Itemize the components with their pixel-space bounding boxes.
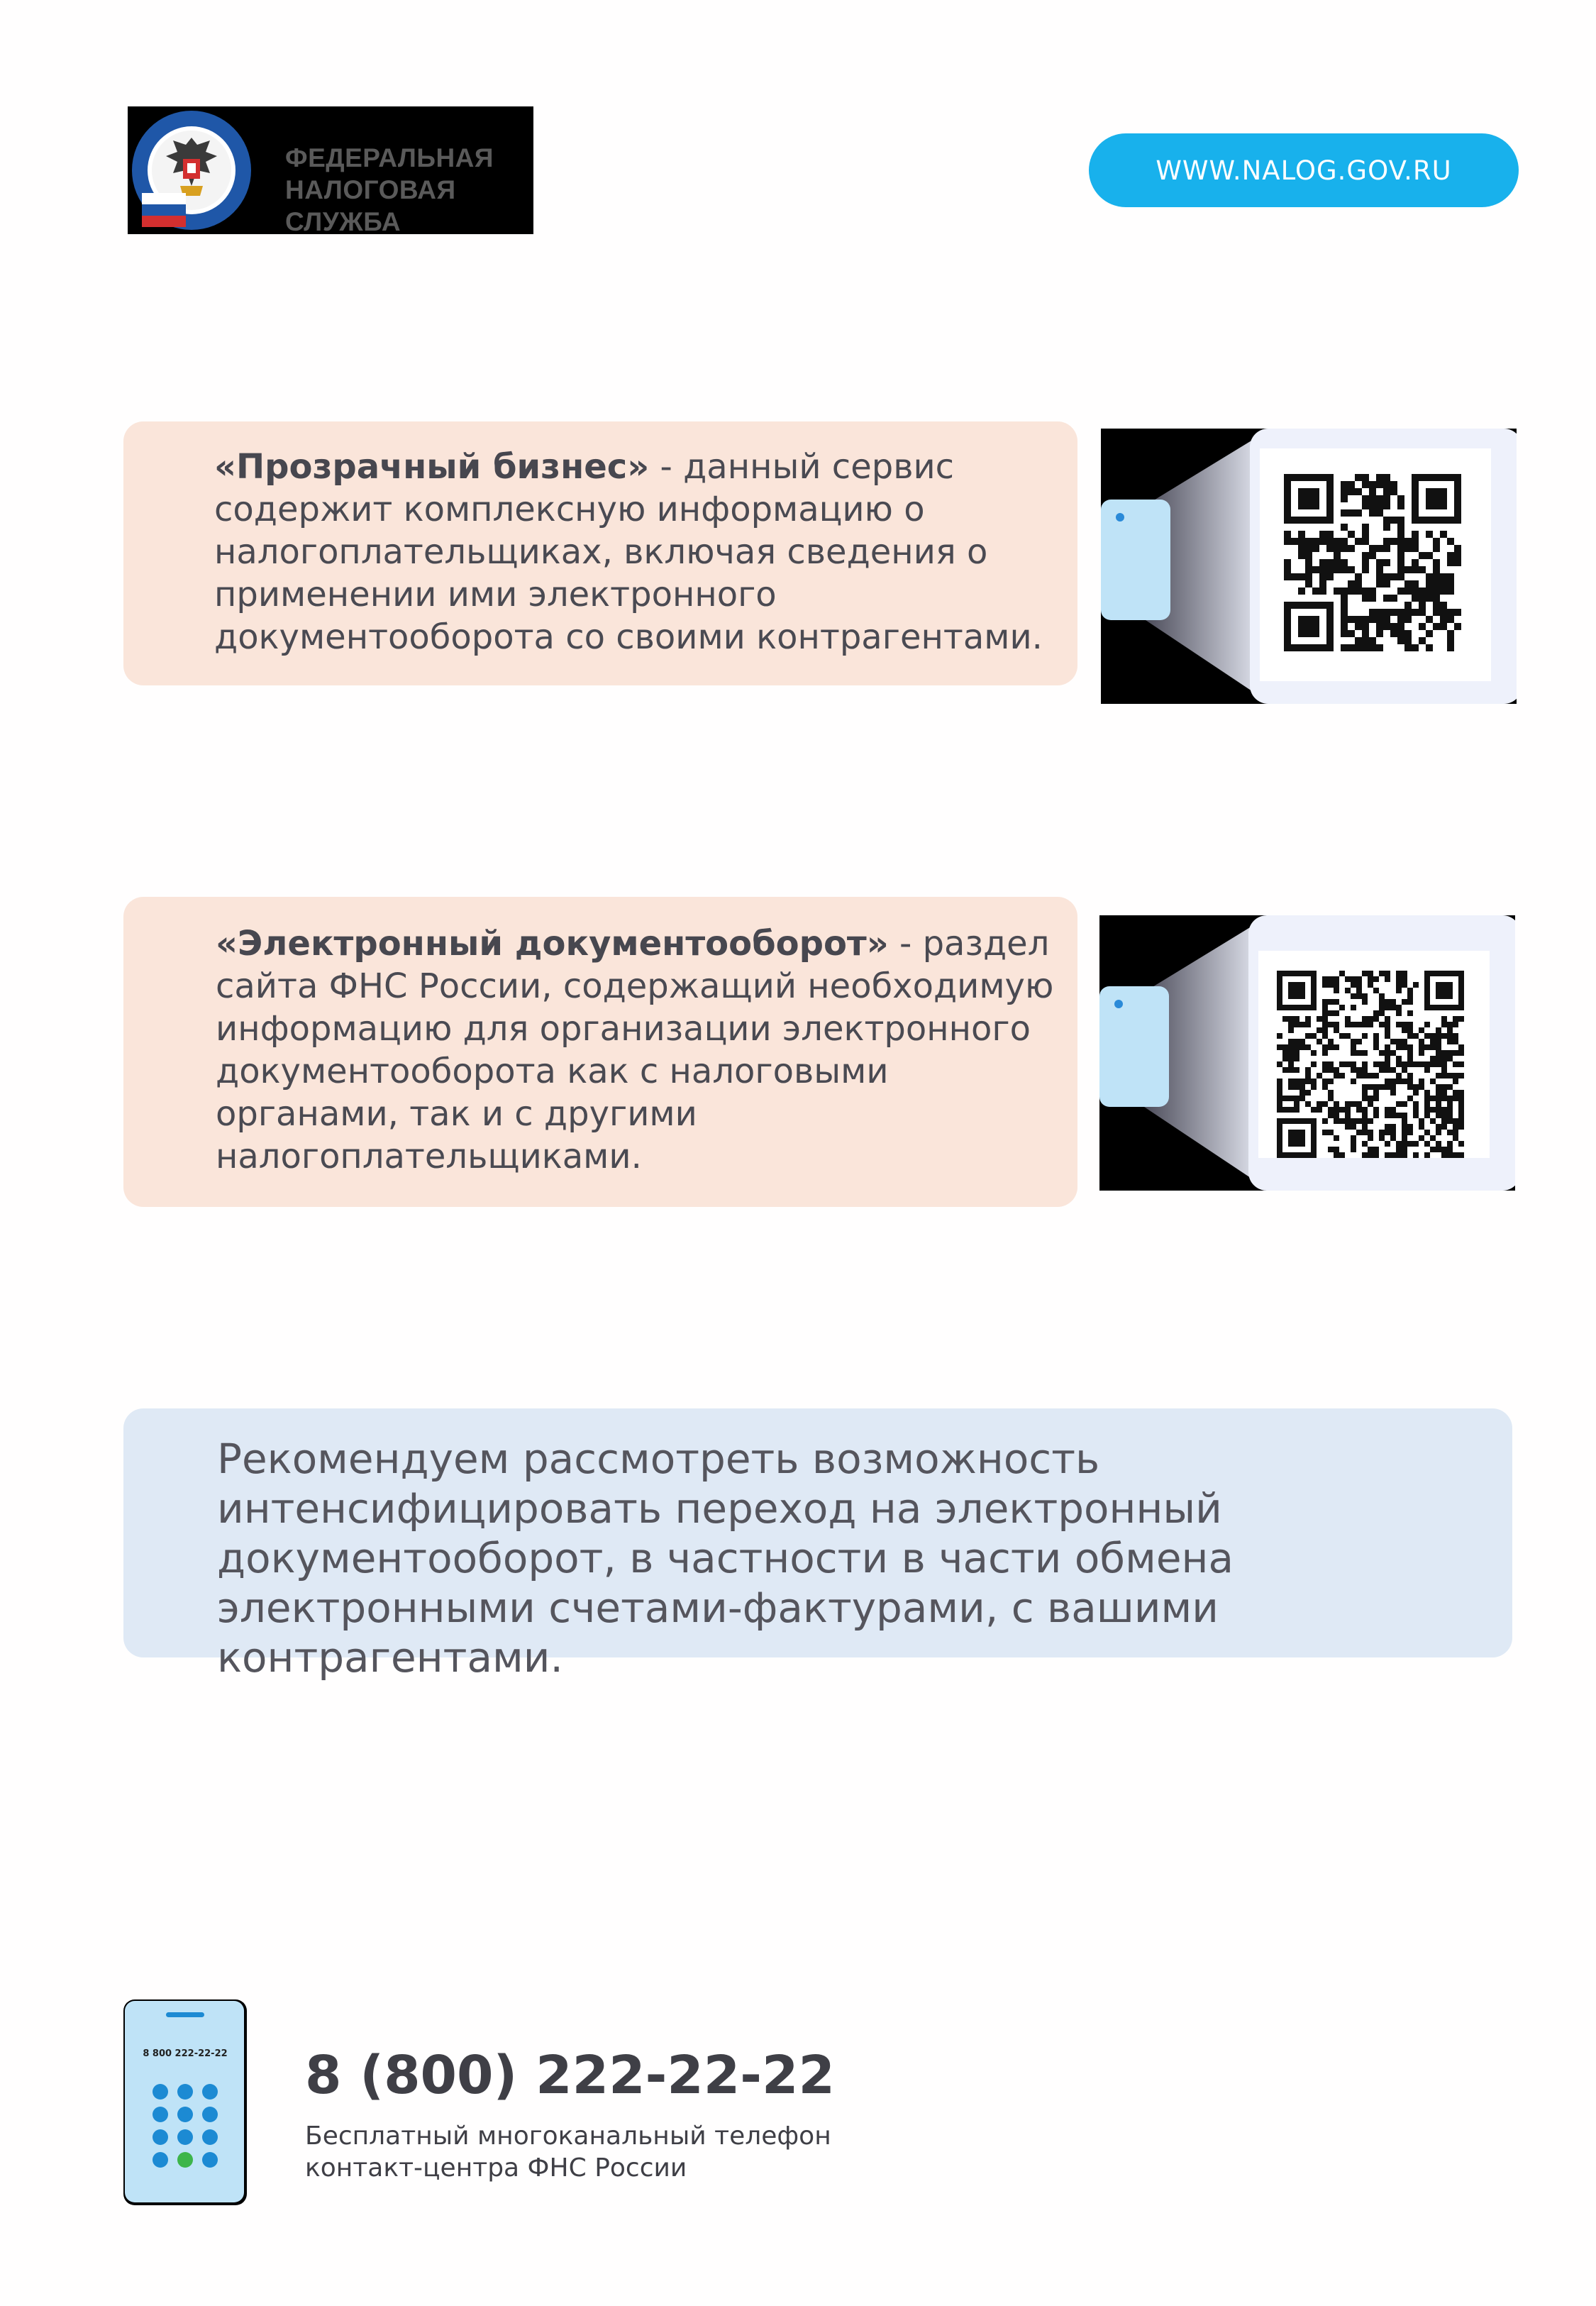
- website-link-button[interactable]: WWW.NALOG.GOV.RU: [1089, 133, 1519, 207]
- mobile-phone-icon: [123, 1999, 247, 2205]
- fns-emblem-icon: [131, 109, 253, 231]
- org-name: [285, 142, 533, 238]
- org-name-line1: ФЕДЕРАЛЬНАЯ: [285, 143, 494, 172]
- recommendation-box: [123, 1408, 1512, 1682]
- card-text: [214, 446, 1065, 658]
- phone-scan-icon: [1101, 429, 1517, 704]
- hotline-description: [305, 2120, 872, 2184]
- phone-scan-icon: [1099, 915, 1515, 1191]
- card-description: - данный сервис содержит комплексную информацию о налогоплательщиках, включая сведения о применении ими электронного документооборота со своими контрагентами.: [214, 447, 1043, 657]
- recommendation-text: Рекомендуем рассмотреть возможность интенсифицировать переход на электронный документооборот, в частности в части обмена электронными счетами-фактурами, с вашими контрагентами.: [217, 1435, 1234, 1682]
- org-name-line2: НАЛОГОВАЯ СЛУЖБА: [285, 175, 456, 236]
- hotline-description-line2: контакт-центра ФНС России: [305, 2153, 687, 2183]
- card-text: [216, 922, 1074, 1178]
- card-title: «Электронный документооборот»: [216, 924, 889, 964]
- card-title: «Прозрачный бизнес»: [214, 447, 650, 487]
- hotline-description-line1: Бесплатный многоканальный телефон: [305, 2122, 831, 2151]
- card-description: - раздел сайта ФНС России, содержащий необходимую информацию для организации электронного документооборота как с налоговыми органами, так и с другими налогоплательщиками.: [216, 924, 1054, 1176]
- info-card-edo: [123, 897, 1077, 1207]
- qr-code-panel[interactable]: [1101, 429, 1517, 704]
- qr-code-panel[interactable]: [1099, 915, 1515, 1191]
- phone-screen-number: 8 800 222-22-22: [143, 2048, 228, 2059]
- fns-logo: [128, 106, 533, 234]
- hotline-number[interactable]: 8 (800) 222-22-22: [305, 2045, 835, 2106]
- info-card-transparent-business: [123, 421, 1077, 685]
